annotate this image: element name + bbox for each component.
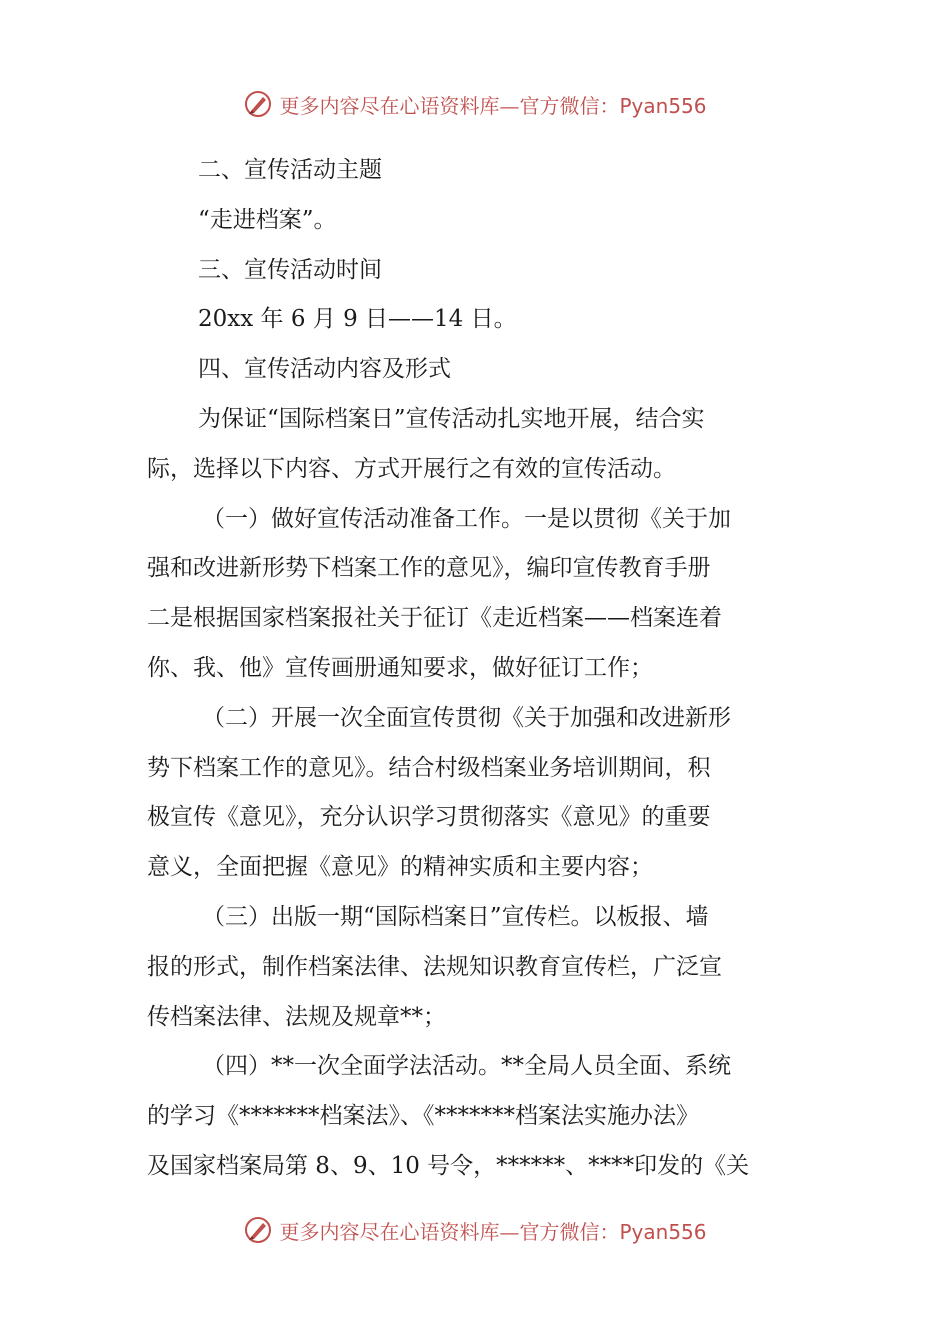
paragraph-line: 为保证“国际档案日”宣传活动扎实地开展，结合实 bbox=[198, 405, 705, 432]
paragraph-line: （一）做好宣传活动准备工作。一是以贯彻《关于加 bbox=[202, 505, 731, 532]
banner-text: 更多内容尽在心语资料库—官方微信：Pyan556 bbox=[279, 93, 707, 118]
paragraph-line: 传档案法律、法规及规章**； bbox=[147, 1003, 446, 1030]
footer-watermark-banner bbox=[0, 1210, 950, 1250]
section-heading: 三、宣传活动时间 bbox=[198, 256, 382, 283]
document-body bbox=[147, 146, 807, 1192]
paragraph-line: 报的形式，制作档案法律、法规知识教育宣传栏，广泛宣 bbox=[147, 953, 722, 980]
paragraph-line: 际，选择以下内容、方式开展行之有效的宣传活动。 bbox=[147, 455, 676, 482]
paragraph-line: （三）出版一期“国际档案日”宣传栏。以板报、墙 bbox=[202, 903, 709, 930]
paragraph-line: 意义，全面把握《意见》的精神实质和主要内容； bbox=[147, 854, 653, 881]
section-heading: 二、宣传活动主题 bbox=[198, 157, 382, 183]
paragraph-line: 二是根据国家档案报社关于征订《走近档案——档案连着 bbox=[147, 605, 722, 632]
pen-logo-icon bbox=[243, 1215, 273, 1245]
paragraph-line: （四）**一次全面学法活动。**全局人员全面、系统 bbox=[202, 1053, 731, 1080]
paragraph-line: “走进档案”。 bbox=[198, 206, 337, 233]
paragraph-line: 势下档案工作的意见》。结合村级档案业务培训期间，积 bbox=[147, 754, 711, 781]
paragraph-line: 的学习《*******档案法》、《*******档案法实施办法》 bbox=[147, 1103, 699, 1130]
section-heading: 四、宣传活动内容及形式 bbox=[198, 356, 451, 383]
paragraph-line: 极宣传《意见》，充分认识学习贯彻落实《意见》的重要 bbox=[147, 804, 711, 831]
banner-text: 更多内容尽在心语资料库—官方微信：Pyan556 bbox=[279, 1219, 707, 1244]
pen-logo-icon bbox=[243, 89, 273, 119]
paragraph-line: 你、我、他》宣传画册通知要求，做好征订工作； bbox=[147, 654, 653, 681]
paragraph-line: 及国家档案局第 8、9、10 号令，******、****印发的《关 bbox=[147, 1152, 750, 1179]
paragraph-line: 20xx 年 6 月 9 日——14 日。 bbox=[198, 306, 517, 333]
header-watermark-banner bbox=[0, 84, 950, 124]
paragraph-line: 强和改进新形势下档案工作的意见》，编印宣传教育手册 bbox=[147, 555, 711, 582]
paragraph-line: （二）开展一次全面宣传贯彻《关于加强和改进新形 bbox=[202, 704, 731, 731]
